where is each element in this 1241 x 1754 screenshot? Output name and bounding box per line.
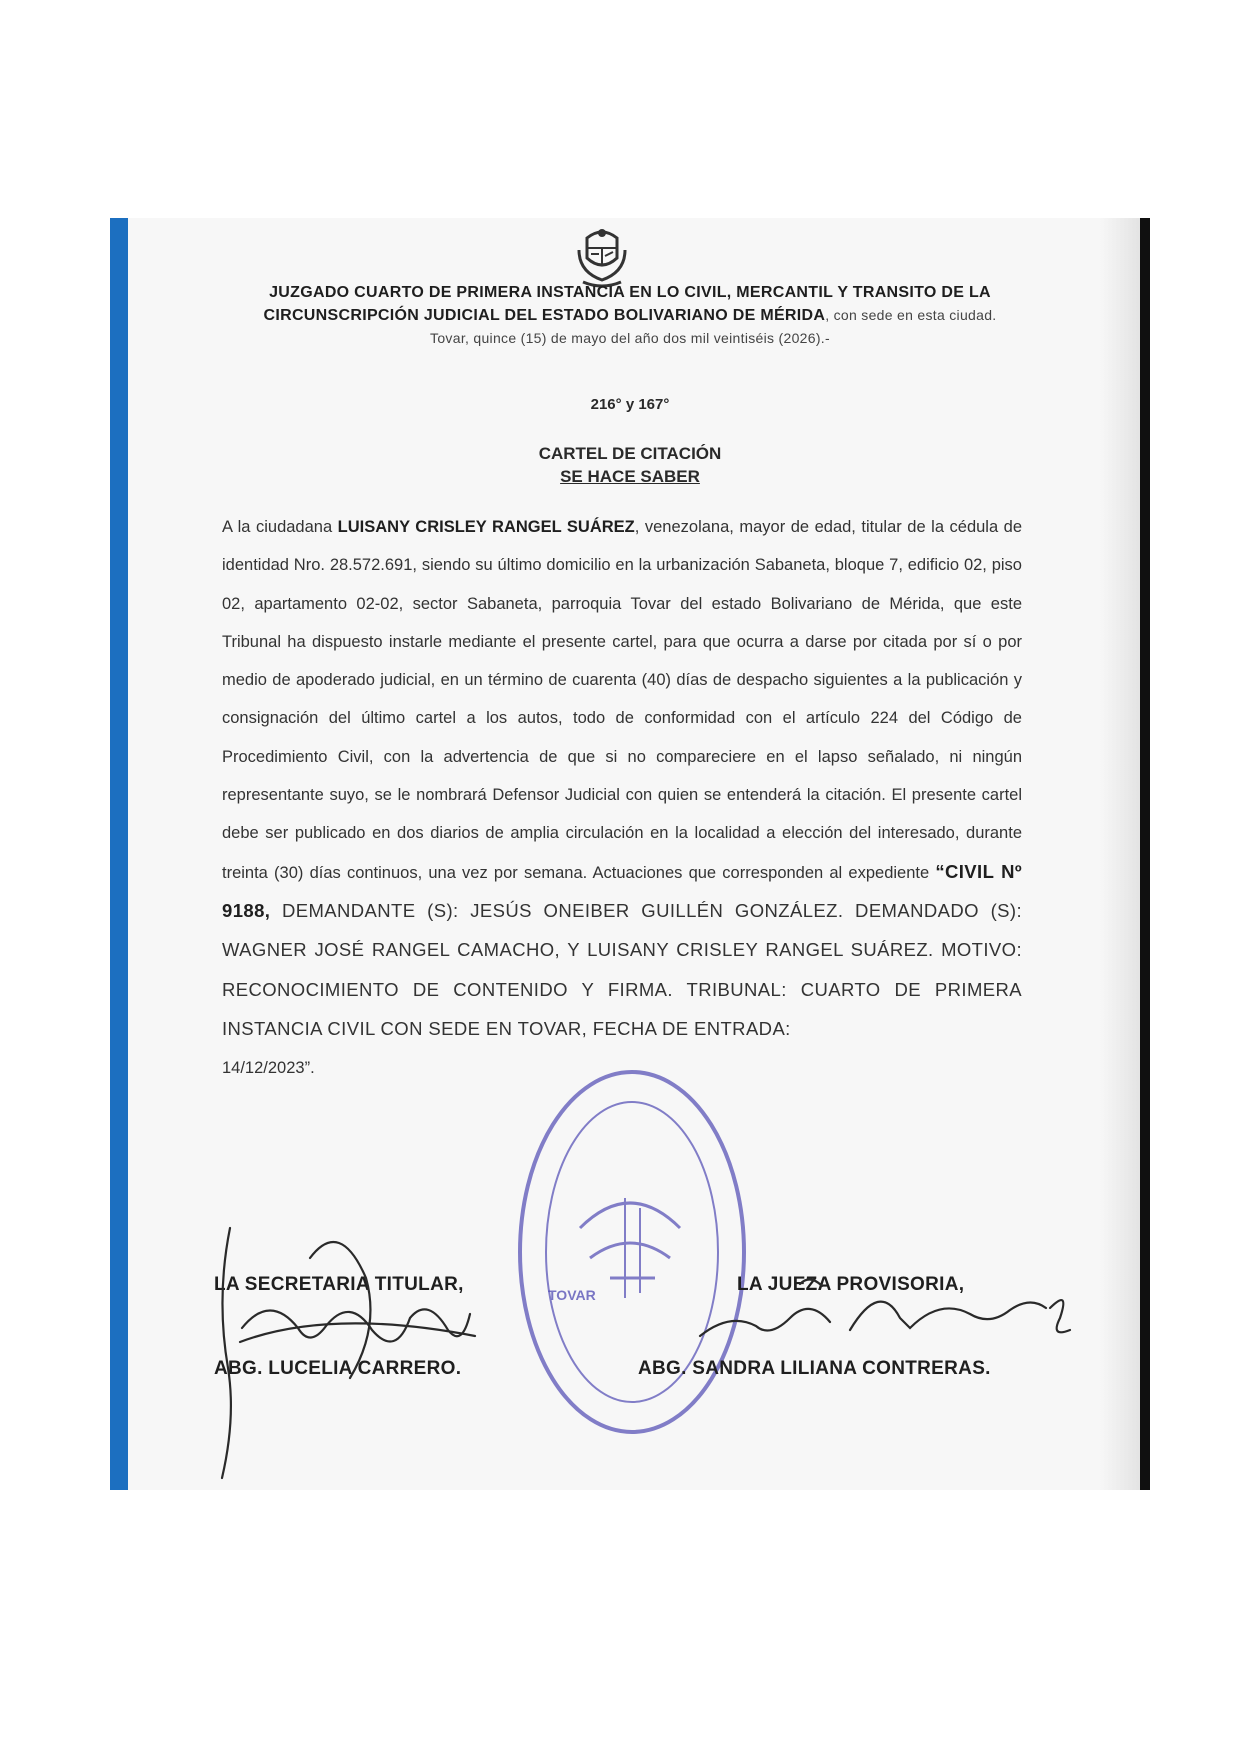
independence-years: 216° y 167° [590, 396, 670, 413]
defendant-name: LUISANY CRISLEY RANGEL SUÁREZ [337, 518, 635, 536]
case-number: “CIVIL Nº 9188, [222, 860, 1022, 921]
judge-name: ABG. SANDRA LILIANA CONTRERAS. [638, 1358, 991, 1379]
document-title: CARTEL DE CITACIÓN [538, 444, 722, 463]
scanned-document [110, 218, 1150, 1490]
case-details: DEMANDANTE (S): JESÚS ONEIBER GUILLÉN GONZÁLEZ. DEMANDADO (S): WAGNER JOSÉ RANGEL CAMACHO, Y LUISANY CRISLEY RANGEL SUÁREZ. MOTIVO: RECONOCIMIENTO DE CONTENIDO Y FIRMA. TRIBUNAL: CUARTO DE PRIMERA INSTANCIA CIVIL CON SEDE EN TOVAR, FECHA DE ENTRADA: [222, 899, 1022, 1039]
body-text: , venezolana, mayor de edad, titular de la cédula de identidad Nro. 28.572.691, siendo su último domicilio en la urbanización Sabaneta, bloque 7, edificio 02, piso 02, apartamento 02-02, sector Sabaneta, parroquia Tovar del estado Bolivariano de Mérida, que este Tribunal ha dispuesto instarle mediante el presente cartel, para que ocurra a darse por citada por sí o por medio de apoderado judicial, en un término de cuarenta (40) días de despacho siguientes a la publicación y consignación del último cartel a los autos, todo de conformidad con el artículo 224 del Código de Procedimiento Civil, con la advertencia de que si no compareciere en el lapso señalado, ni ningún representante suyo, se le nombrará Defensor Judicial con quien se entenderá la citación. El presente cartel debe ser publicado en dos diarios de amplia circulación en la localidad a elección del interesado, durante treinta (30) días continuos, una vez por semana. Actuaciones que corresponden al expediente [222, 518, 1023, 882]
court-name: JUZGADO CUARTO DE PRIMERA INSTANCIA EN LO CIVIL, MERCANTIL Y TRANSITO DE LA CIRCUNSCRIPCIÓN JUDICIAL DEL ESTADO BOLIVARIANO DE MÉRIDA [263, 284, 991, 324]
secretary-title: LA SECRETARIA TITULAR, [214, 1274, 464, 1295]
seal-text: TOVAR [548, 1287, 596, 1303]
handwritten-signatures [110, 218, 1150, 1490]
place-date: , con sede en esta ciudad. Tovar, quince (15) de mayo del año dos mil veintiséis (2026).- [430, 307, 997, 346]
judge-title: LA JUEZA PROVISORIA, [737, 1274, 965, 1295]
secretary-name: ABG. LUCELIA CARRERO. [214, 1358, 462, 1379]
body-intro: A la ciudadana [222, 518, 338, 536]
entry-date: 14/12/2023”. [222, 1059, 315, 1078]
document-subtitle: SE HACE SABER [560, 467, 700, 486]
